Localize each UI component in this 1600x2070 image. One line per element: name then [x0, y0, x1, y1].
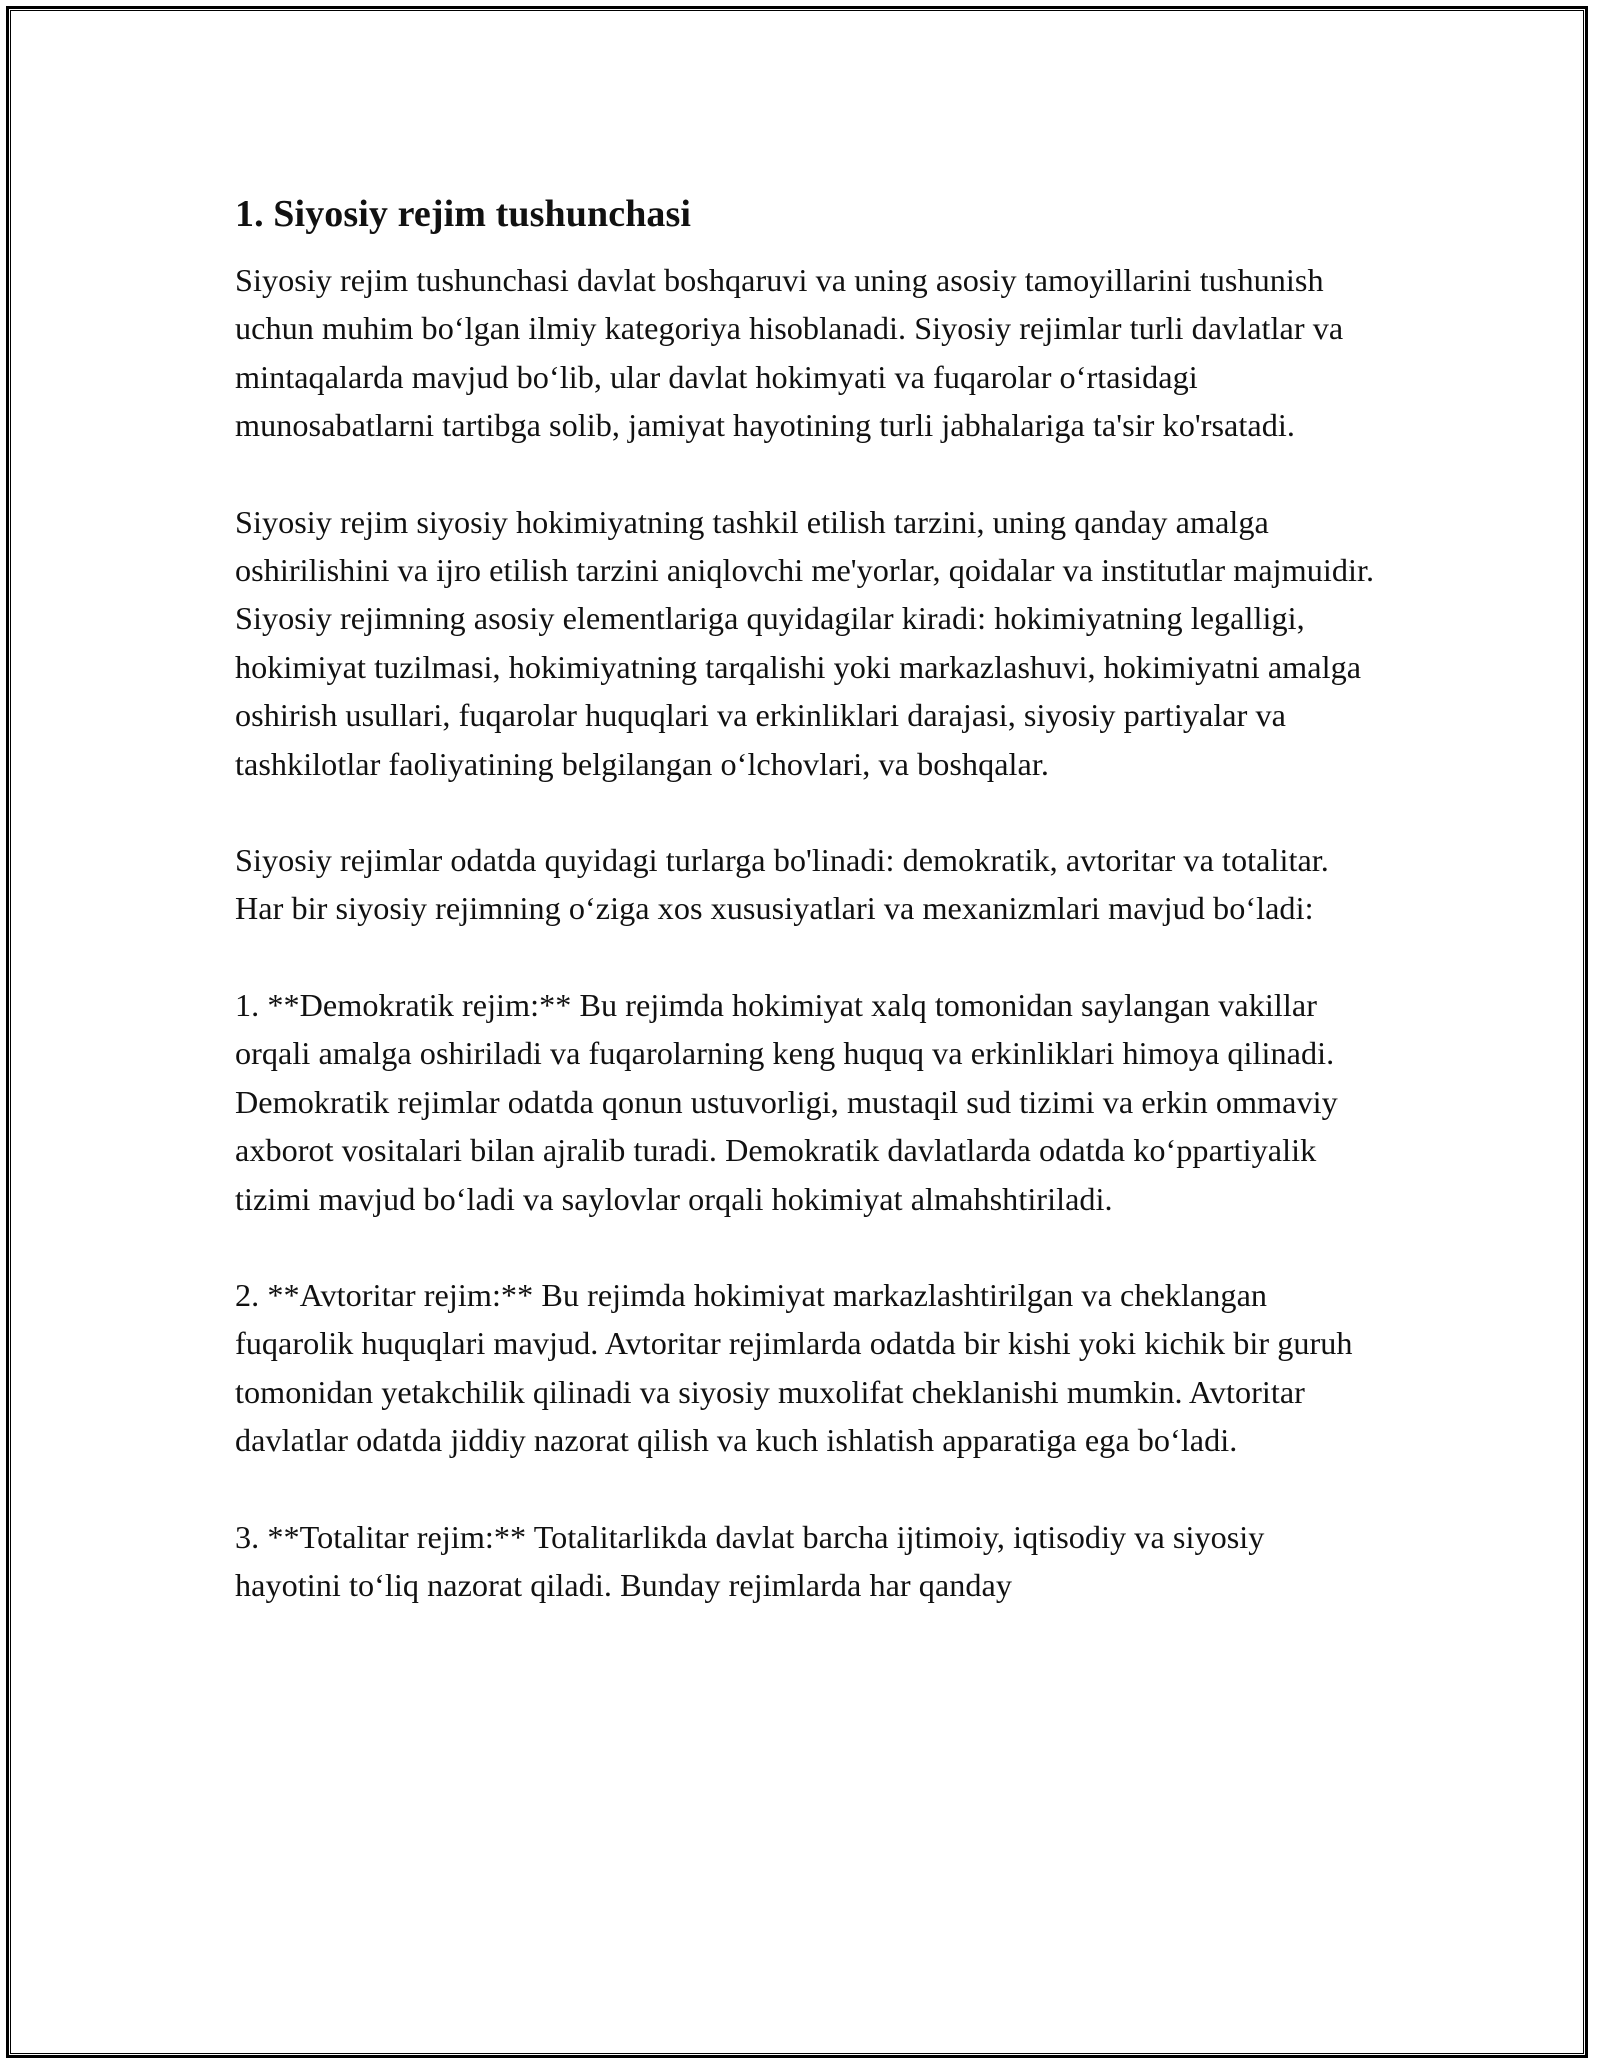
section-heading: 1. Siyosiy rejim tushunchasi — [235, 193, 692, 235]
paragraph-totalitarian: 3. **Totalitar rejim:** Totalitarlikda davlat barcha ijtimoiy, iqtisodiy va siyosiy hayotini toʻliq nazorat qiladi. Bunday rejimlarda har qanday — [235, 1518, 1265, 1603]
paragraph-definition: Siyosiy rejim tushunchasi davlat boshqaruvi va uning asosiy tamoyillarini tushunish uchun muhim boʻlgan ilmiy kategoriya hisoblanadi. Siyosiy rejimlar turli davlatlar va mintaqalarda mavjud boʻlib, ular davlat hokimyati va fuqarolar oʻrtasidagi munosabatlarni tartibga solib, jamiyat hayotining turli jabhalariga ta'sir ko'rsatadi. — [235, 262, 1344, 444]
paragraph-elements: Siyosiy rejim siyosiy hokimiyatning tashkil etilish tarzini, uning qanday amalga oshirilishini va ijro etilish tarzini aniqlovchi me'yorlar, qoidalar va institutlar majmuidir. Siyosiy rejimning asosiy elementlariga quyidagilar kiradi: hokimiyatning legalligi, hokimiyat tuzilmasi, hokimiyatning tarqalishi yoki markazlashuvi, hokimiyatni amalga oshirish usullari, fuqarolar huquqlari va erkinliklari darajasi, siyosiy partiyalar va tashkilotlar faoliyatining belgilangan oʻlchovlari, va boshqalar. — [235, 503, 1375, 782]
paragraph-types: Siyosiy rejimlar odatda quyidagi turlarga bo'linadi: demokratik, avtoritar va totalitar. Har bir siyosiy rejimning oʻziga xos xususiyatlari va mexanizmlari mavjud boʻladi: — [235, 842, 1329, 927]
paragraph-authoritarian: 2. **Avtoritar rejim:** Bu rejimda hokimiyat markazlashtirilgan va cheklangan fuqarolik huquqlari mavjud. Avtoritar rejimlarda odatda bir kishi yoki kichik bir guruh tomonidan yetakchilik qilinadi va siyosiy muxolifat cheklanishi mumkin. Avtoritar davlatlar odatda jiddiy nazorat qilish va kuch ishlatish apparatiga ega boʻladi. — [235, 1276, 1353, 1459]
paragraph-democratic: 1. **Demokratik rejim:** Bu rejimda hokimiyat xalq tomonidan saylangan vakillar orqali amalga oshiriladi va fuqarolarning keng huquq va erkinliklari himoya qilinadi. Demokratik rejimlar odatda qonun ustuvorligi, mustaqil sud tizimi va erkin ommaviy axborot vositalari bilan ajralib turadi. Demokratik davlatlarda odatda koʻppartiyalik tizimi mavjud boʻladi va saylovlar orqali hokimiyat almahshtiriladi. — [235, 986, 1338, 1217]
document-body — [235, 186, 1375, 1609]
